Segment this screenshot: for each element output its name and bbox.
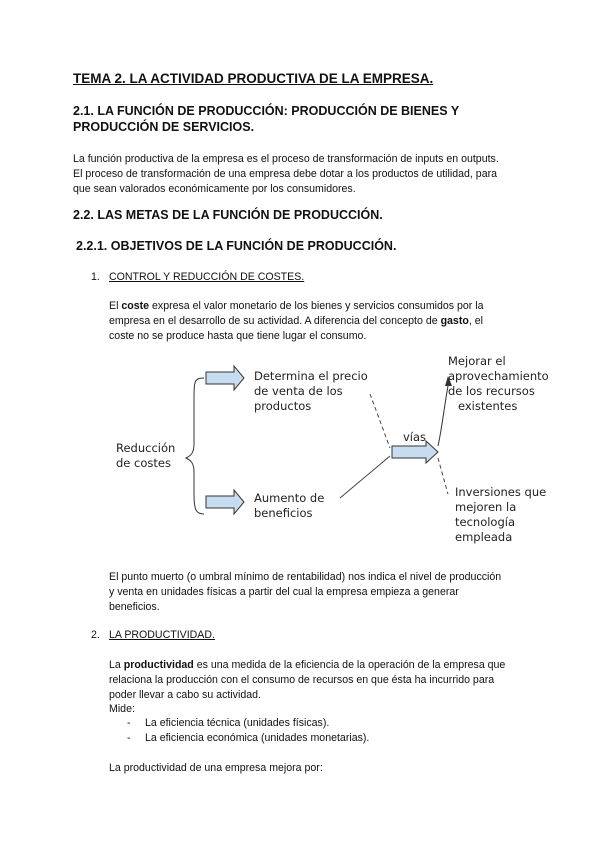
- document-title: TEMA 2. LA ACTIVIDAD PRODUCTIVA DE LA EMPRESA.: [73, 71, 434, 86]
- item-2-paragraph-line1: [109, 658, 505, 673]
- diagram-out2-line1: Inversiones que: [455, 485, 547, 499]
- text-run: El: [109, 300, 122, 312]
- diagram-connector-lower: [340, 456, 390, 498]
- bold-term-coste: coste: [121, 300, 150, 312]
- diagram-arrow-center: [392, 441, 438, 463]
- item-1-after-line3: beneficios.: [109, 601, 160, 613]
- section-2-1-heading-line2: PRODUCCIÓN DE SERVICIOS.: [73, 120, 255, 134]
- item-1-after-line1: El punto muerto (o umbral mínimo de rentabilidad) nos indica el nivel de producción: [109, 571, 502, 583]
- diagram-arrow-lower: [206, 490, 244, 514]
- diagram-vias-label: vías: [403, 430, 427, 444]
- text-run: , el: [468, 315, 483, 327]
- diagram-connector-out-upper: [438, 386, 448, 446]
- item-1-label: CONTROL Y REDUCCIÓN DE COSTES.: [109, 271, 305, 283]
- bullet-dash: -: [127, 717, 131, 729]
- diagram-out1-line1: Mejorar el: [448, 354, 506, 368]
- section-2-1-paragraph-line2: El proceso de transformación de una empresa debe dotar a los productos de utilidad, para: [73, 168, 498, 180]
- diagram-arrow-upper: [206, 366, 244, 390]
- item-2-paragraph-line3: poder llevar a cabo su actividad.: [109, 689, 261, 701]
- item-1-number: 1.: [91, 271, 100, 283]
- diagram-out1-line2: aprovechamiento: [448, 369, 549, 383]
- diagram-branch2-line2: beneficios: [254, 506, 313, 520]
- section-2-1-paragraph-line3: que sean valorados económicamente por los consumidores.: [73, 183, 356, 195]
- cost-reduction-diagram: [112, 348, 552, 544]
- text-run: La: [109, 659, 124, 671]
- text-run: empresa en el desarrollo de su actividad. A diferencia del concepto de: [109, 315, 441, 327]
- item-2-last-line: La productividad de una empresa mejora por:: [109, 762, 323, 774]
- text-run: expresa el valor monetario de los bienes y servicios consumidos por la: [149, 300, 484, 312]
- item-2-label: LA PRODUCTIVIDAD.: [109, 629, 215, 641]
- diagram-out2-line3: tecnología: [455, 515, 516, 529]
- diagram-out2-line2: mejoren la: [455, 500, 517, 514]
- bullet-item-economic: La eficiencia económica (unidades monetarias).: [145, 732, 370, 744]
- diagram-root-line1: Reducción: [116, 441, 176, 455]
- item-1-after-line2: y venta en unidades físicas a partir del cual la empresa empieza a generar: [109, 586, 459, 598]
- diagram-branch1-line3: productos: [254, 399, 312, 413]
- section-2-2-1-heading: 2.2.1. OBJETIVOS DE LA FUNCIÓN DE PRODUCCIÓN.: [76, 239, 397, 253]
- diagram-connector-upper: [370, 394, 390, 448]
- diagram-out1-line3: de los recursos: [448, 384, 535, 398]
- bold-term-gasto: gasto: [440, 315, 469, 327]
- bold-term-productividad: productividad: [123, 659, 194, 671]
- diagram-out1-line4: existentes: [458, 399, 518, 413]
- diagram-root-line2: de costes: [116, 456, 171, 470]
- item-2-number: 2.: [91, 629, 100, 641]
- item-1-paragraph-line2: [109, 314, 483, 329]
- diagram-branch1-line2: de venta de los: [254, 384, 343, 398]
- section-2-2-heading: 2.2. LAS METAS DE LA FUNCIÓN DE PRODUCCIÓN.: [73, 208, 383, 222]
- section-2-1-paragraph-line1: La función productiva de la empresa es el proceso de transformación de inputs en outputs.: [73, 153, 499, 165]
- item-2-mide-label: Mide:: [109, 703, 135, 715]
- section-2-1-heading-line1: 2.1. LA FUNCIÓN DE PRODUCCIÓN: PRODUCCIÓN DE BIENES Y: [73, 104, 460, 118]
- item-1-paragraph-line1: [109, 299, 484, 314]
- bullet-item-technical: La eficiencia técnica (unidades físicas).: [145, 717, 330, 729]
- diagram-out2-line4: empleada: [455, 530, 513, 544]
- text-run: es una medida de la eficiencia de la operación de la empresa que: [193, 659, 506, 671]
- diagram-branch2-line1: Aumento de: [254, 491, 325, 505]
- diagram-branch1-line1: Determina el precio: [254, 369, 368, 383]
- diagram-brace: [186, 378, 204, 514]
- diagram-connector-out-lower: [438, 458, 448, 494]
- item-2-paragraph-line2: relaciona la producción con el consumo de recursos en que ésta ha incurrido para: [109, 674, 495, 686]
- item-1-paragraph-line3: coste no se produce hasta que tiene lugar el consumo.: [109, 330, 367, 342]
- bullet-dash: -: [127, 732, 131, 744]
